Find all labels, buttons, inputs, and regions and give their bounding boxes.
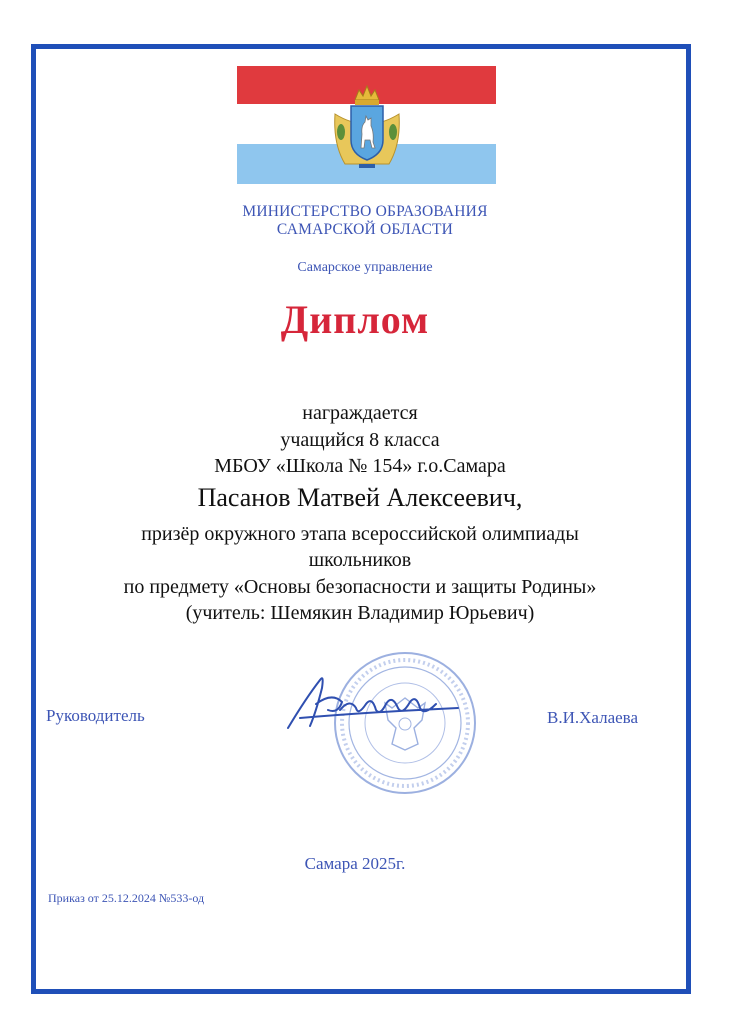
signer-name: В.И.Халаева bbox=[547, 708, 639, 727]
ministry-name-line2: САМАРСКОЙ ОБЛАСТИ bbox=[276, 221, 454, 238]
grade-text: учащийся 8 класса bbox=[280, 429, 440, 451]
diploma-title: Диплом bbox=[280, 297, 430, 342]
ministry-name-line1: МИНИСТЕРСТВО ОБРАЗОВАНИЯ bbox=[242, 203, 488, 220]
department-name: Самарское управление bbox=[297, 260, 433, 275]
place-date: Самара 2025г. bbox=[304, 854, 406, 873]
certificate-border bbox=[31, 44, 691, 994]
samara-coat-of-arms-icon bbox=[331, 84, 403, 170]
awarded-text: награждается bbox=[302, 402, 418, 424]
status-line2: школьников bbox=[308, 549, 412, 571]
order-reference: Приказ от 25.12.2024 №533-од bbox=[48, 891, 205, 905]
recipient-name: Пасанов Матвей Алексеевич, bbox=[197, 483, 523, 512]
subject-text: по предмету «Основы безопасности и защиты Родины» bbox=[123, 576, 597, 598]
signer-role: Руководитель bbox=[46, 706, 145, 725]
teacher-text: (учитель: Шемякин Владимир Юрьевич) bbox=[185, 602, 535, 624]
handwritten-signature-icon bbox=[280, 668, 470, 740]
status-line1: призёр окружного этапа всероссийской олимпиады bbox=[141, 523, 579, 545]
school-text: МБОУ «Школа № 154» г.о.Самара bbox=[214, 455, 506, 477]
